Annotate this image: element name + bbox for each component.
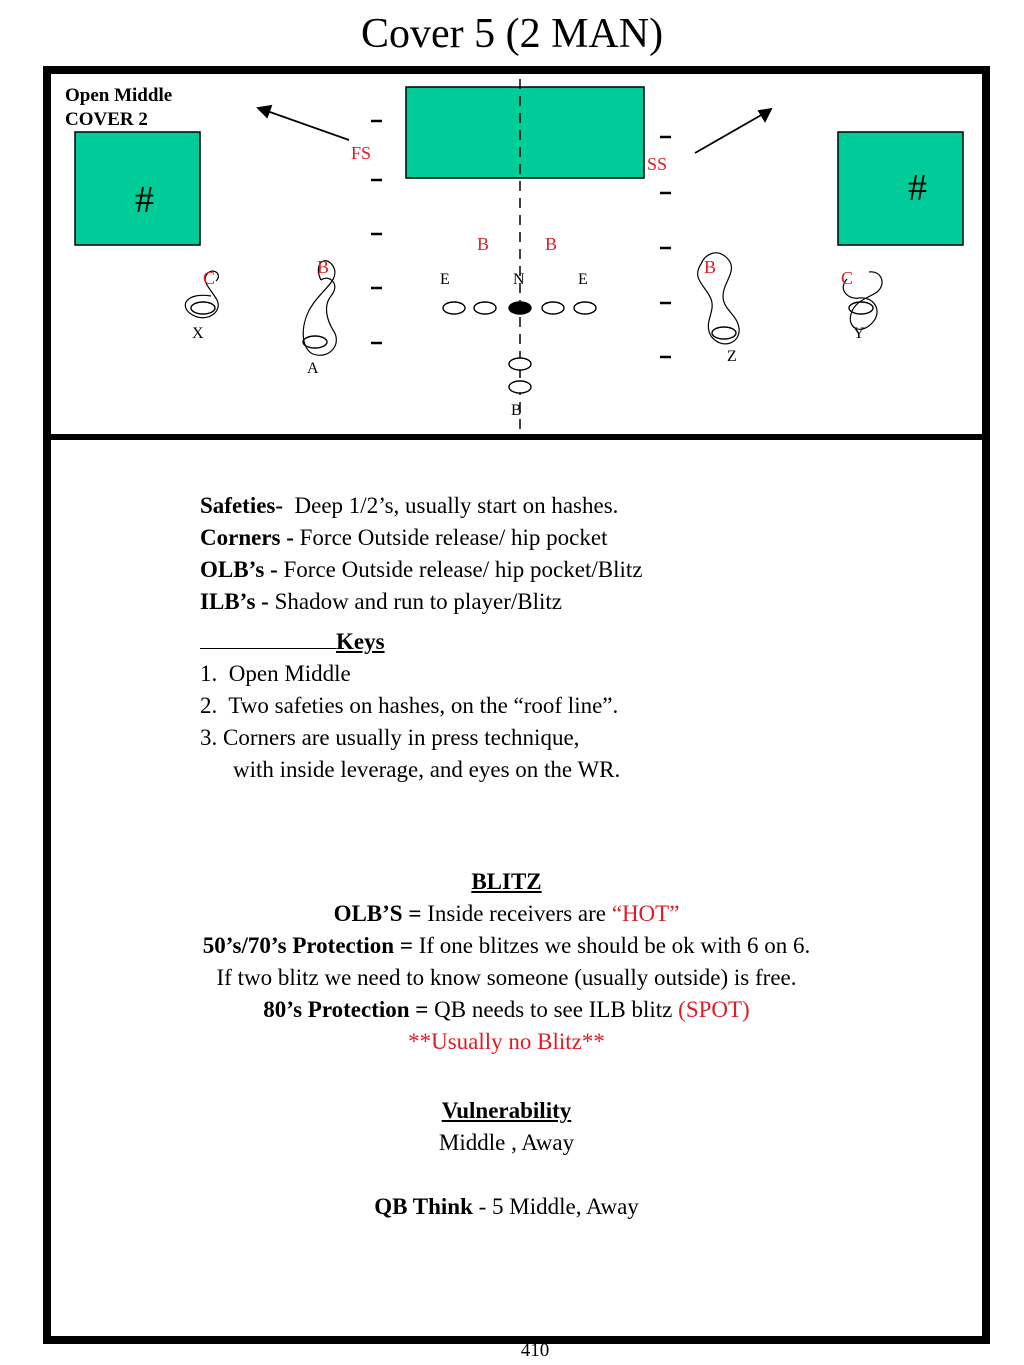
assignments-block — [200, 490, 642, 786]
receiver-y-label: Y — [853, 325, 865, 342]
hash-symbol-left: # — [135, 179, 154, 221]
assignment-olbs: OLB’s - Force Outside release/ hip pocket/Blitz — [200, 557, 643, 582]
hash-box-right — [838, 132, 963, 245]
free-safety-label: FS — [351, 143, 372, 163]
section-divider — [51, 434, 982, 440]
inside-linebacker-left-label: B — [477, 234, 490, 254]
back-b-label: B — [511, 402, 522, 419]
key-item-1: 1. Open Middle — [200, 661, 351, 686]
receivers — [191, 302, 873, 348]
inside-linebacker-right-label: B — [545, 234, 558, 254]
page-title: Cover 5 (2 MAN) — [360, 11, 664, 57]
end-left-label: E — [440, 271, 450, 288]
end-right-label: E — [578, 271, 588, 288]
receiver-z-label: Z — [727, 348, 737, 365]
assignment-ilbs: ILB’s - Shadow and run to player/Blitz — [200, 589, 563, 614]
nose-label: N — [513, 271, 525, 288]
corner-left-label: C — [203, 268, 216, 288]
keys-heading: Keys — [200, 626, 642, 658]
key-item-2: 2. Two safeties on hashes, on the “roof line”. — [200, 693, 619, 718]
qb-think-label: QB Think — [374, 1194, 473, 1219]
blitz-heading: BLITZ — [471, 869, 542, 894]
blitz-5070-line: 50’s/70’s Protection = If one blitzes we should be ok with 6 on 6. — [202, 933, 811, 958]
receiver-x-label: X — [192, 325, 204, 342]
outside-linebacker-left-label: B — [317, 257, 330, 277]
vulnerability-section — [41, 1095, 972, 1159]
hash-marks-left — [371, 121, 382, 343]
assignment-safeties: Safeties- Deep 1/2’s, usually start on hashes. — [200, 493, 619, 518]
field-diagram — [51, 74, 982, 434]
assignment-corners: Corners - Force Outside release/ hip pocket — [200, 525, 608, 550]
ss-arrow — [695, 109, 771, 153]
blitz-80-line: 80’s Protection = QB needs to see ILB blitz (SPOT) — [263, 997, 750, 1022]
blitz-two-line: If two blitz we need to know someone (usually outside) is free. — [216, 965, 797, 990]
key-item-3: 3. Corners are usually in press technique, — [200, 725, 580, 750]
offensive-line — [443, 302, 596, 314]
play-frame — [43, 66, 990, 1344]
page-number: 410 — [520, 1340, 550, 1361]
fs-arrow — [258, 106, 349, 140]
coverage-shell-label: Open Middle COVER 2 — [65, 85, 173, 130]
man-coverage-loops — [185, 253, 882, 355]
qb-think-section — [41, 1191, 972, 1223]
blitz-olb-line: OLB’S = Inside receivers are “HOT” — [333, 901, 680, 926]
hash-symbol-right: # — [908, 167, 927, 209]
blitz-section — [41, 866, 972, 1058]
vulnerability-text: Middle , Away — [438, 1130, 575, 1155]
deep-middle-box — [406, 87, 644, 178]
blitz-usually-line: **Usually no Blitz** — [408, 1029, 605, 1054]
key-item-3-continued: with inside leverage, and eyes on the WR. — [233, 757, 621, 782]
qb-think-text: - 5 Middle, Away — [472, 1194, 639, 1219]
vulnerability-heading: Vulnerability — [441, 1098, 572, 1123]
corner-right-label: C — [841, 268, 854, 288]
strong-safety-label: SS — [647, 154, 668, 174]
outside-linebacker-right-label: B — [704, 257, 717, 277]
receiver-a-label: A — [307, 360, 319, 377]
